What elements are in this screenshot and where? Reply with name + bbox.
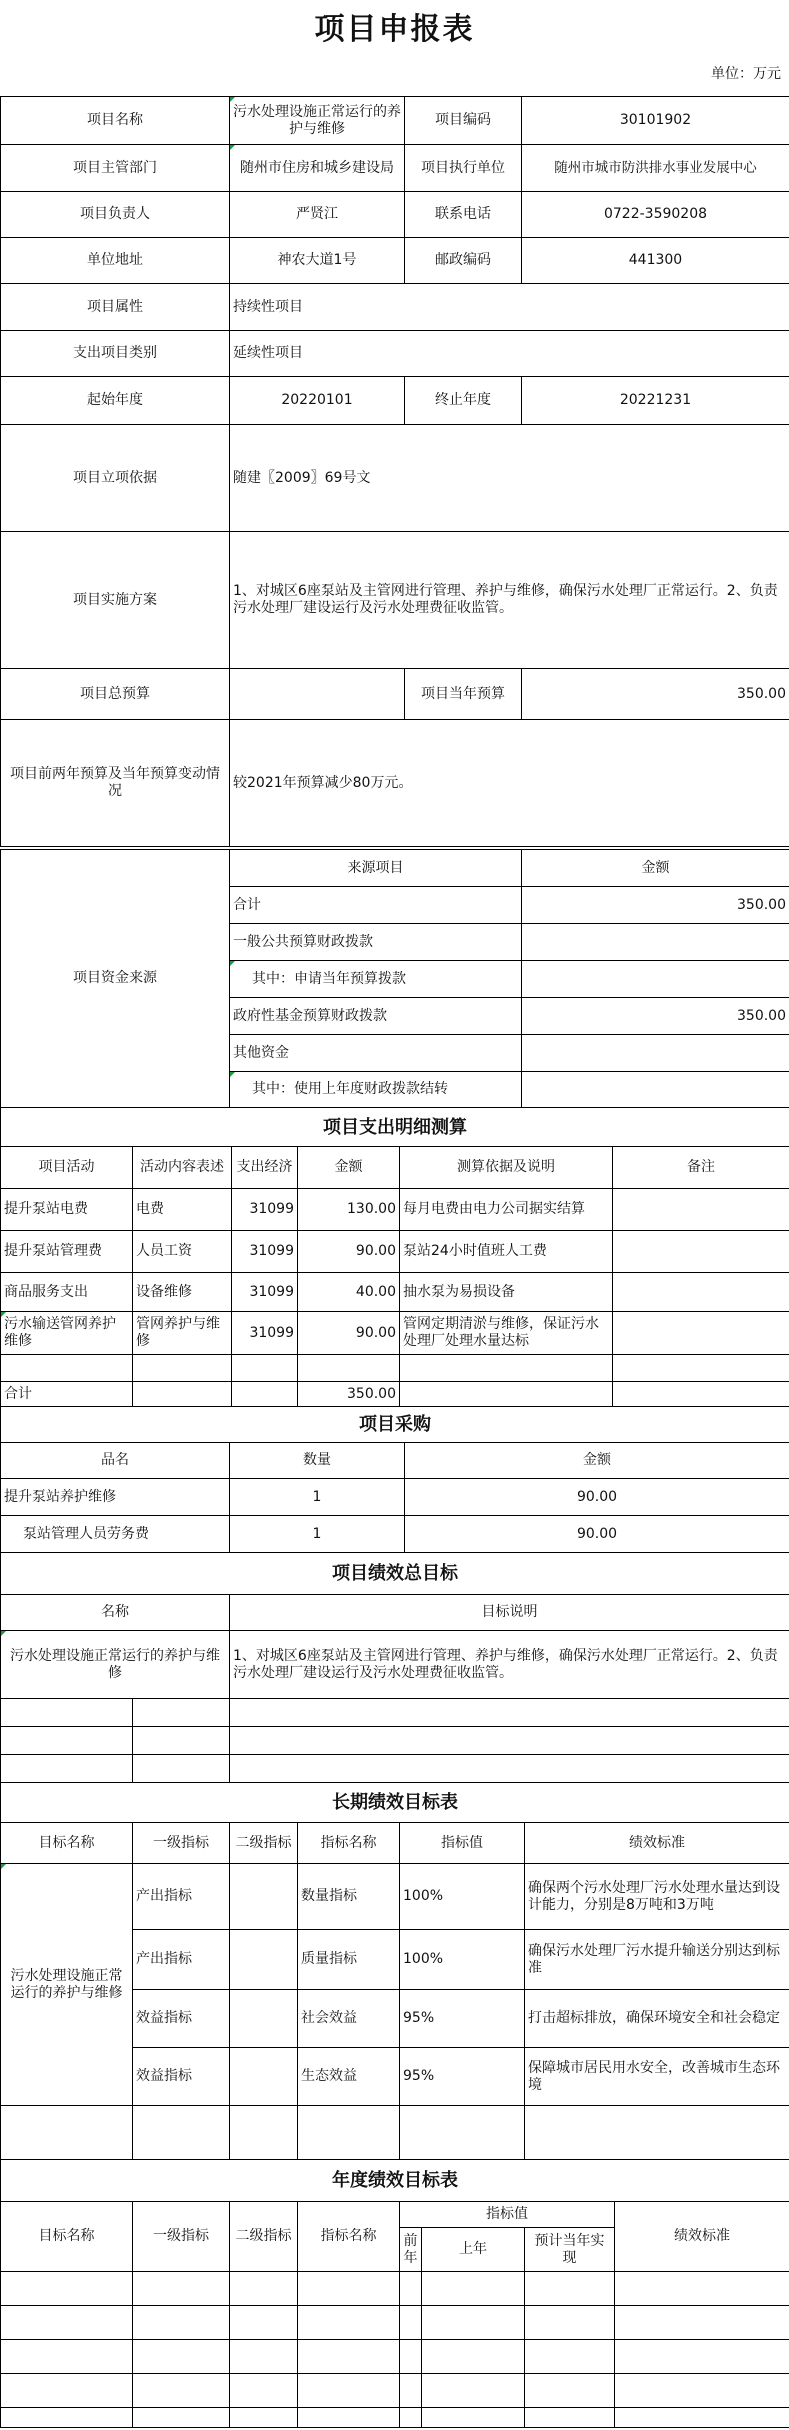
annual-empty-cell [298, 2272, 400, 2306]
start-year-label: 起始年度 [1, 377, 230, 425]
longterm-lvl2 [230, 2048, 298, 2106]
longterm-lvl1: 效益指标 [133, 2048, 230, 2106]
perf-header-desc: 目标说明 [230, 1595, 789, 1631]
perf-empty-cell [1, 1699, 133, 1727]
perf-empty-cell [230, 1727, 789, 1755]
perf-goal-desc: 1、对城区6座泵站及主管网进行管理、养护与维修，确保污水处理厂正常运行。2、负责污水处理厂建设运行及污水处理费征收监管。 [230, 1631, 789, 1699]
longterm-section-title: 长期绩效目标表 [1, 1783, 789, 1823]
perf-empty-cell [1, 1755, 133, 1783]
total-budget-value [230, 669, 405, 720]
perf-empty-cell [133, 1699, 230, 1727]
expense-basis: 每月电费由电力公司据实结算 [400, 1189, 613, 1231]
end-year-label: 终止年度 [405, 377, 522, 425]
longterm-standard: 确保污水处理厂污水提升输送分别达到标准 [525, 1930, 789, 1990]
expense-econ: 31099 [232, 1231, 298, 1273]
expense-empty-cell [400, 1355, 613, 1382]
longterm-header-lvl1: 一级指标 [133, 1823, 230, 1864]
expense-amount: 130.00 [298, 1189, 400, 1231]
longterm-value: 95% [400, 1990, 525, 2048]
purchase-table [0, 1406, 789, 1553]
address-label: 单位地址 [1, 238, 230, 284]
expense-content: 设备维修 [133, 1273, 232, 1312]
attribute-label: 项目属性 [1, 284, 230, 331]
annual-empty-cell [230, 2272, 298, 2306]
year-budget-label: 项目当年预算 [405, 669, 522, 720]
expense-empty-cell [1, 1355, 133, 1382]
expense-activity: 污水输送管网养护维修 [1, 1312, 133, 1355]
annual-empty-cell [422, 2340, 525, 2374]
annual-header-lvl1: 一级指标 [133, 2202, 230, 2272]
perf-header-name: 名称 [1, 1595, 230, 1631]
expense-empty-cell [133, 1355, 232, 1382]
expense-total-label: 合计 [1, 1382, 133, 1407]
longterm-standard: 保障城市居民用水安全，改善城市生态环境 [525, 2048, 789, 2106]
longterm-lvl2 [230, 1930, 298, 1990]
perf-section-title: 项目绩效总目标 [1, 1553, 789, 1595]
longterm-header-value: 指标值 [400, 1823, 525, 1864]
expense-amount: 40.00 [298, 1273, 400, 1312]
expense-econ: 31099 [232, 1273, 298, 1312]
annual-empty-cell [422, 2306, 525, 2340]
budget-change-label: 项目前两年预算及当年预算变动情况 [1, 720, 230, 847]
expense-empty-cell [133, 1382, 232, 1407]
annual-empty-cell [298, 2374, 400, 2408]
annual-empty-cell [615, 2408, 789, 2428]
expense-amount: 90.00 [298, 1312, 400, 1355]
annual-empty-cell [615, 2272, 789, 2306]
purchase-header-amount: 金额 [405, 1443, 789, 1479]
perf-goal-name: 污水处理设施正常运行的养护与维修 [1, 1631, 230, 1699]
annual-header-target: 目标名称 [1, 2202, 133, 2272]
longterm-indicator: 生态效益 [298, 2048, 400, 2106]
funding-row-name: 其他资金 [230, 1035, 522, 1072]
annual-empty-cell [133, 2408, 230, 2428]
annual-empty-cell [615, 2306, 789, 2340]
annual-empty-cell [422, 2374, 525, 2408]
expense-econ: 31099 [232, 1312, 298, 1355]
owner-value: 严贤江 [230, 192, 405, 238]
annual-empty-cell [230, 2374, 298, 2408]
expense-header-note: 备注 [613, 1147, 789, 1189]
dept-value: 随州市住房和城乡建设局 [230, 145, 405, 192]
expense-empty-cell [400, 1382, 613, 1407]
funding-source-header: 来源项目 [230, 850, 522, 887]
perf-goal-table [0, 1552, 789, 1783]
longterm-lvl1: 产出指标 [133, 1930, 230, 1990]
longterm-empty-cell [1, 2106, 133, 2160]
funding-row-amount: 350.00 [522, 887, 789, 924]
phone-value: 0722-3590208 [522, 192, 789, 238]
page-title: 项目申报表 [314, 12, 475, 47]
longterm-lvl1: 效益指标 [133, 1990, 230, 2048]
annual-empty-cell [230, 2408, 298, 2428]
annual-empty-cell [400, 2306, 422, 2340]
plan-label: 项目实施方案 [1, 532, 230, 669]
annual-empty-cell [400, 2374, 422, 2408]
zip-label: 邮政编码 [405, 238, 522, 284]
longterm-lvl2 [230, 1990, 298, 2048]
longterm-empty-cell [298, 2106, 400, 2160]
expense-empty-cell [613, 1355, 789, 1382]
expense-note [613, 1231, 789, 1273]
expense-amount: 90.00 [298, 1231, 400, 1273]
annual-empty-cell [230, 2340, 298, 2374]
project-code-value: 30101902 [522, 97, 789, 145]
expense-activity: 提升泵站电费 [1, 1189, 133, 1231]
dept-label: 项目主管部门 [1, 145, 230, 192]
annual-empty-cell [1, 2374, 133, 2408]
expense-basis: 泵站24小时值班人工费 [400, 1231, 613, 1273]
annual-empty-cell [230, 2306, 298, 2340]
purchase-header-name: 品名 [1, 1443, 230, 1479]
longterm-value: 100% [400, 1864, 525, 1930]
annual-empty-cell [400, 2408, 422, 2428]
project-name-label: 项目名称 [1, 97, 230, 145]
purchase-item-amount: 90.00 [405, 1516, 789, 1553]
funding-row-name: 合计 [230, 887, 522, 924]
longterm-indicator: 数量指标 [298, 1864, 400, 1930]
project-name-value: 污水处理设施正常运行的养护与维修 [230, 97, 405, 145]
annual-empty-cell [525, 2272, 615, 2306]
exec-unit-value: 随州市城市防洪排水事业发展中心 [522, 145, 789, 192]
expense-note [613, 1312, 789, 1355]
expense-content: 人员工资 [133, 1231, 232, 1273]
purchase-item-qty: 1 [230, 1516, 405, 1553]
annual-empty-cell [615, 2340, 789, 2374]
perf-empty-cell [133, 1727, 230, 1755]
annual-empty-cell [133, 2272, 230, 2306]
funding-row-amount [522, 1072, 789, 1108]
total-budget-label: 项目总预算 [1, 669, 230, 720]
budget-change-value: 较2021年预算减少80万元。 [230, 720, 789, 847]
expense-total-value: 350.00 [298, 1382, 400, 1407]
expense-header-basis: 测算依据及说明 [400, 1147, 613, 1189]
annual-empty-cell [400, 2272, 422, 2306]
annual-header-standard: 绩效标准 [615, 2202, 789, 2272]
expense-econ: 31099 [232, 1189, 298, 1231]
annual-header-indicator: 指标名称 [298, 2202, 400, 2272]
perf-empty-cell [133, 1755, 230, 1783]
expense-table [0, 1107, 789, 1407]
annual-empty-cell [133, 2374, 230, 2408]
start-year-value: 20220101 [230, 377, 405, 425]
longterm-table [0, 1782, 789, 2160]
longterm-header-indicator: 指标名称 [298, 1823, 400, 1864]
address-value: 神农大道1号 [230, 238, 405, 284]
plan-value: 1、对城区6座泵站及主管网进行管理、养护与维修，确保污水处理厂正常运行。2、负责污水处理厂建设运行及污水处理费征收监管。 [230, 532, 789, 669]
category-label: 支出项目类别 [1, 331, 230, 377]
purchase-item-amount: 90.00 [405, 1479, 789, 1516]
longterm-target-name: 污水处理设施正常运行的养护与维修 [1, 1864, 133, 2106]
annual-table [0, 2159, 789, 2428]
annual-empty-cell [1, 2272, 133, 2306]
funding-row-amount [522, 1035, 789, 1072]
basis-value: 随建〖2009〗69号文 [230, 425, 789, 532]
expense-empty-cell [232, 1382, 298, 1407]
expense-content: 电费 [133, 1189, 232, 1231]
longterm-empty-cell [525, 2106, 789, 2160]
longterm-empty-cell [133, 2106, 230, 2160]
funding-row-name: 政府性基金预算财政拨款 [230, 998, 522, 1035]
expense-note [613, 1273, 789, 1312]
longterm-standard: 确保两个污水处理厂污水处理水量达到设计能力，分别是8万吨和3万吨 [525, 1864, 789, 1930]
longterm-value: 100% [400, 1930, 525, 1990]
expense-basis: 抽水泵为易损设备 [400, 1273, 613, 1312]
expense-empty-cell [613, 1382, 789, 1407]
longterm-lvl1: 产出指标 [133, 1864, 230, 1930]
expense-header-econ: 支出经济 [232, 1147, 298, 1189]
longterm-value: 95% [400, 2048, 525, 2106]
annual-empty-cell [422, 2272, 525, 2306]
perf-empty-cell [230, 1699, 789, 1727]
longterm-indicator: 社会效益 [298, 1990, 400, 2048]
annual-empty-cell [1, 2340, 133, 2374]
annual-empty-cell [525, 2374, 615, 2408]
longterm-standard: 打击超标排放，确保环境安全和社会稳定 [525, 1990, 789, 2048]
exec-unit-label: 项目执行单位 [405, 145, 522, 192]
annual-header-prev2: 前年 [400, 2228, 422, 2272]
annual-empty-cell [298, 2340, 400, 2374]
annual-section-title: 年度绩效目标表 [1, 2160, 789, 2202]
zip-value: 441300 [522, 238, 789, 284]
expense-empty-cell [232, 1355, 298, 1382]
annual-empty-cell [133, 2306, 230, 2340]
category-value: 延续性项目 [230, 331, 789, 377]
funding-row-name: 一般公共预算财政拨款 [230, 924, 522, 961]
expense-content: 管网养护与维修 [133, 1312, 232, 1355]
purchase-item-name: 提升泵站养护维修 [1, 1479, 230, 1516]
unit-label: 单位：万元 [711, 66, 781, 82]
funding-amount-header: 金额 [522, 850, 789, 887]
project-code-label: 项目编码 [405, 97, 522, 145]
expense-activity: 商品服务支出 [1, 1273, 133, 1312]
funding-row-name: 其中：申请当年预算拨款 [230, 961, 522, 998]
longterm-header-lvl2: 二级指标 [230, 1823, 298, 1864]
annual-header-value: 指标值 [400, 2202, 615, 2228]
funding-row-name: 其中：使用上年度财政拨款结转 [230, 1072, 522, 1108]
phone-label: 联系电话 [405, 192, 522, 238]
annual-header-expect: 预计当年实现 [525, 2228, 615, 2272]
funding-label: 项目资金来源 [1, 850, 230, 1108]
annual-empty-cell [422, 2408, 525, 2428]
annual-empty-cell [525, 2340, 615, 2374]
annual-header-prev1: 上年 [422, 2228, 525, 2272]
longterm-empty-cell [400, 2106, 525, 2160]
longterm-empty-cell [230, 2106, 298, 2160]
longterm-header-standard: 绩效标准 [525, 1823, 789, 1864]
funding-row-amount: 350.00 [522, 998, 789, 1035]
longterm-header-target: 目标名称 [1, 1823, 133, 1864]
purchase-item-name: 泵站管理人员劳务费 [1, 1516, 230, 1553]
basis-label: 项目立项依据 [1, 425, 230, 532]
expense-header-amount: 金额 [298, 1147, 400, 1189]
annual-empty-cell [615, 2374, 789, 2408]
expense-basis: 管网定期清淤与维修，保证污水处理厂处理水量达标 [400, 1312, 613, 1355]
year-budget-value: 350.00 [522, 669, 789, 720]
funding-row-amount [522, 924, 789, 961]
expense-note [613, 1189, 789, 1231]
perf-empty-cell [1, 1727, 133, 1755]
annual-empty-cell [400, 2340, 422, 2374]
longterm-indicator: 质量指标 [298, 1930, 400, 1990]
owner-label: 项目负责人 [1, 192, 230, 238]
expense-header-content: 活动内容表述 [133, 1147, 232, 1189]
funding-table [0, 849, 789, 1108]
annual-empty-cell [298, 2408, 400, 2428]
annual-empty-cell [133, 2340, 230, 2374]
annual-empty-cell [1, 2306, 133, 2340]
expense-activity: 提升泵站管理费 [1, 1231, 133, 1273]
purchase-header-qty: 数量 [230, 1443, 405, 1479]
expense-header-activity: 项目活动 [1, 1147, 133, 1189]
annual-empty-cell [525, 2408, 615, 2428]
end-year-value: 20221231 [522, 377, 789, 425]
purchase-section-title: 项目采购 [1, 1407, 789, 1443]
perf-empty-cell [230, 1755, 789, 1783]
project-info-table [0, 96, 789, 847]
expense-empty-cell [298, 1355, 400, 1382]
annual-empty-cell [298, 2306, 400, 2340]
annual-empty-cell [1, 2408, 133, 2428]
annual-empty-cell [525, 2306, 615, 2340]
expense-section-title: 项目支出明细测算 [1, 1108, 789, 1147]
attribute-value: 持续性项目 [230, 284, 789, 331]
funding-row-amount [522, 961, 789, 998]
annual-header-lvl2: 二级指标 [230, 2202, 298, 2272]
longterm-lvl2 [230, 1864, 298, 1930]
purchase-item-qty: 1 [230, 1479, 405, 1516]
